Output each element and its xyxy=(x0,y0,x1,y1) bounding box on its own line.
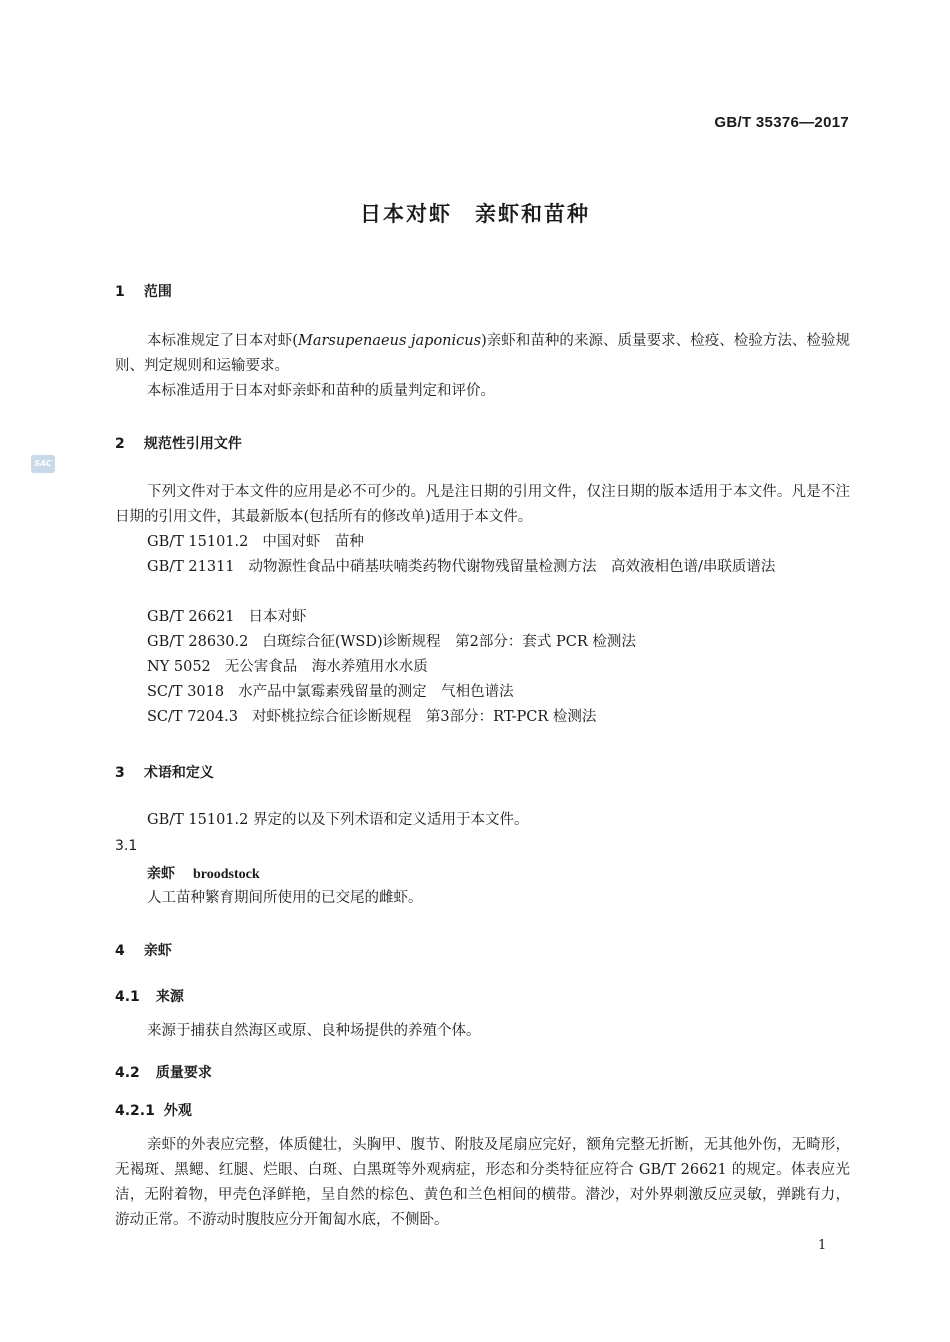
section-4-1-text: 来源于捕获自然海区或原、良种场提供的养殖个体。 xyxy=(147,1023,481,1039)
section-number: 4 xyxy=(115,943,125,959)
section-2-intro: 下列文件对于本文件的应用是必不可少的。凡是注日期的引用文件，仅注日期的版本适用于本文件。凡是不注日期的引用文件，其最新版本(包括所有的修改单)适用于本文件。 xyxy=(115,484,850,525)
reference-code: GB/T 26621 xyxy=(147,609,235,625)
reference-item xyxy=(147,630,636,655)
reference-code: NY 5052 xyxy=(147,659,211,675)
reference-title: 动物源性食品中硝基呋喃类药物代谢物残留量检测方法 高效液相色谱/串联质谱法 xyxy=(248,559,776,575)
section-1-paragraph-2: 本标准适用于日本对虾亲虾和苗种的质量判定和评价。 xyxy=(147,383,495,399)
section-title: 外观 xyxy=(163,1103,192,1119)
section-title: 范围 xyxy=(143,284,172,300)
reference-item xyxy=(147,530,364,555)
section-1-paragraph-1 xyxy=(115,329,850,379)
section-title: 质量要求 xyxy=(155,1065,212,1081)
section-4-2-heading xyxy=(115,1062,212,1082)
section-title: 术语和定义 xyxy=(143,765,214,781)
reference-code: GB/T 15101.2 xyxy=(147,534,249,550)
reference-item xyxy=(147,655,428,680)
reference-title: 中国对虾 苗种 xyxy=(262,534,364,550)
sac-watermark-logo: SAC xyxy=(31,455,55,473)
reference-item xyxy=(147,605,307,630)
section-number: 4.1 xyxy=(115,989,140,1005)
reference-item xyxy=(147,705,596,730)
term-definition: 人工苗种繁育期间所使用的已交尾的雌虾。 xyxy=(147,890,423,906)
section-3-heading xyxy=(115,762,214,782)
section-number: 1 xyxy=(115,284,125,300)
standard-code: GB/T 35376—2017 xyxy=(714,114,849,131)
text-run: )亲虾和苗种的来源、质量要求、检疫、检验方法、检验规则、判定规则和运输要求。 xyxy=(115,333,850,374)
section-title: 来源 xyxy=(155,989,184,1005)
section-3-intro: GB/T 15101.2 界定的以及下列术语和定义适用于本文件。 xyxy=(147,812,529,828)
section-number: 4.2.1 xyxy=(115,1103,155,1119)
section-title: 亲虾 xyxy=(143,943,172,959)
document-title: 日本对虾 亲虾和苗种 xyxy=(360,202,590,226)
term-entry xyxy=(147,863,260,883)
reference-code: SC/T 3018 xyxy=(147,684,225,700)
text-run: 本标准规定了日本对虾( xyxy=(147,333,298,349)
term-english: broodstock xyxy=(193,867,260,882)
section-4-2-1-heading xyxy=(115,1100,192,1120)
section-2-heading xyxy=(115,433,242,453)
reference-item xyxy=(147,680,514,705)
reference-title: 白斑综合征(WSD)诊断规程 第2部分：套式 PCR 检测法 xyxy=(262,634,636,650)
section-4-heading xyxy=(115,940,172,960)
reference-code: GB/T 21311 xyxy=(147,559,235,575)
reference-title: 日本对虾 xyxy=(248,609,307,625)
section-title: 规范性引用文件 xyxy=(143,436,242,452)
reference-item xyxy=(115,555,850,580)
section-number: 3 xyxy=(115,765,125,781)
section-1-heading xyxy=(115,281,172,301)
page-number: 1 xyxy=(818,1238,827,1253)
reference-code: GB/T 28630.2 xyxy=(147,634,249,650)
latin-name: Marsupenaeus japonicus xyxy=(297,333,482,349)
section-number: 2 xyxy=(115,436,125,452)
section-4-1-heading xyxy=(115,986,184,1006)
reference-title: 对虾桃拉综合征诊断规程 第3部分：RT-PCR 检测法 xyxy=(251,709,597,725)
reference-title: 水产品中氯霉素残留量的测定 气相色谱法 xyxy=(238,684,514,700)
reference-title: 无公害食品 海水养殖用水水质 xyxy=(224,659,428,675)
section-4-2-1-text: 亲虾的外表应完整，体质健壮，头胸甲、腹节、附肢及尾扇应完好，额角完整无折断，无其他外伤，无畸形，无褐斑、黑鳃、红腿、烂眼、白斑、白黑斑等外观病症，形态和分类特征应符合 GB/T 26621 的规定。体表应光洁，无附着物，甲壳色泽鲜艳，呈自然的棕色、黄色和兰色相间的横带。潜沙，对外界刺激反应灵敏，弹跳有力，游动正常。不游动时腹肢应分开匍匐水底，不侧卧。 xyxy=(115,1137,850,1228)
term-chinese: 亲虾 xyxy=(147,866,175,882)
reference-code: SC/T 7204.3 xyxy=(147,709,238,725)
term-number: 3.1 xyxy=(115,838,138,854)
section-number: 4.2 xyxy=(115,1065,140,1081)
